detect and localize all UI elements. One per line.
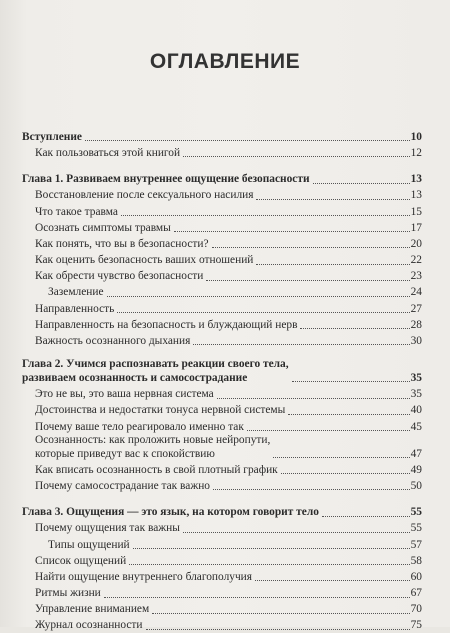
toc-entry-title-line: Осознанность: как проложить новые нейропути, — [35, 434, 271, 446]
toc-page-number: 30 — [410, 335, 422, 348]
toc-page-number: 35 — [410, 388, 422, 401]
toc-entry-title — [35, 434, 270, 461]
toc-entry-title: Вступление — [22, 130, 82, 143]
toc-page-number: 67 — [410, 587, 422, 600]
toc-entry — [22, 203, 422, 219]
toc-leader-dots — [256, 263, 409, 265]
toc-page-number: 70 — [410, 603, 422, 616]
toc-page-number: 60 — [410, 570, 422, 583]
toc-page-number: 57 — [410, 538, 422, 551]
toc-entry-title: Заземление — [48, 286, 104, 299]
table-of-contents — [22, 128, 422, 633]
toc-entry — [22, 284, 422, 300]
toc-entry — [22, 520, 422, 536]
toc-entry — [22, 477, 422, 493]
toc-entry-title: Как оценить безопасность ваших отношений — [35, 254, 254, 267]
toc-entry — [22, 617, 422, 633]
toc-page-number: 22 — [410, 254, 422, 267]
toc-entry — [22, 300, 422, 316]
toc-entry — [22, 219, 422, 235]
toc-entry-title-line: развиваем осознанность и самосострадание — [22, 371, 248, 384]
toc-page-number: 17 — [410, 221, 422, 234]
toc-entry-title: Это не вы, это ваша нервная система — [35, 388, 214, 401]
toc-entry-title: Управление вниманием — [35, 603, 150, 616]
toc-leader-dots — [85, 139, 410, 141]
toc-entry — [22, 536, 422, 552]
toc-page-number: 13 — [410, 173, 422, 186]
toc-page-number: 55 — [410, 506, 422, 519]
toc-page-number: 49 — [410, 463, 422, 476]
toc-leader-dots — [247, 429, 410, 431]
toc-entry — [22, 552, 422, 568]
toc-entry-title: Направленность на безопасность и блуждающий нерв — [35, 318, 298, 331]
toc-leader-dots — [129, 563, 409, 565]
toc-entry — [22, 251, 422, 267]
toc-page-number: 40 — [410, 404, 422, 417]
toc-entry — [22, 402, 422, 418]
toc-page-number: 75 — [410, 619, 422, 632]
toc-entry — [22, 170, 422, 186]
toc-leader-dots — [288, 413, 409, 415]
toc-page-number: 47 — [410, 447, 422, 460]
toc-page-number: 55 — [410, 522, 422, 535]
toc-page-number: 13 — [410, 189, 422, 202]
toc-leader-dots — [255, 579, 410, 581]
toc-entry — [22, 358, 422, 385]
toc-leader-dots — [133, 547, 410, 549]
toc-leader-dots — [217, 397, 410, 399]
toc-entry-title — [22, 358, 289, 385]
toc-leader-dots — [256, 198, 409, 200]
toc-entry — [22, 385, 422, 401]
toc-entry-title: Направленность — [35, 302, 115, 315]
toc-leader-dots — [183, 531, 410, 533]
toc-entry-title: Как понять, что вы в безопасности? — [35, 237, 209, 250]
toc-entry-title: Восстановление после сексуального насилия — [35, 189, 254, 202]
toc-entry — [22, 332, 422, 348]
toc-leader-dots — [273, 456, 409, 458]
toc-page-number: 50 — [410, 479, 422, 492]
toc-entry-title: Ритмы жизни — [35, 587, 101, 600]
toc-entry — [22, 268, 422, 284]
toc-leader-dots — [300, 327, 409, 329]
toc-page-number: 23 — [410, 270, 422, 283]
toc-entry-title: Достоинства и недостатки тонуса нервной системы — [35, 404, 286, 417]
toc-entry-title: Найти ощущение внутреннего благополучия — [35, 570, 253, 583]
toc-entry-title: Что такое травма — [35, 205, 118, 218]
toc-entry — [22, 461, 422, 477]
toc-entry — [22, 316, 422, 332]
toc-leader-dots — [322, 515, 410, 517]
toc-entry-title: Как пользоваться этой книгой — [35, 146, 181, 159]
toc-leader-dots — [174, 230, 410, 232]
toc-leader-dots — [213, 488, 410, 490]
toc-entry-title-line: Глава 2. Учимся распознавать реакции своего тела, — [22, 358, 289, 371]
toc-page-number: 24 — [410, 286, 422, 299]
toc-leader-dots — [292, 380, 410, 382]
toc-entry — [22, 128, 422, 144]
toc-entry — [22, 503, 422, 519]
toc-page-number: 28 — [410, 318, 422, 331]
toc-leader-dots — [152, 612, 409, 614]
toc-entry-title: Почему самосострадание так важно — [35, 479, 211, 492]
toc-leader-dots — [121, 214, 410, 216]
toc-leader-dots — [206, 279, 409, 281]
toc-entry — [22, 235, 422, 251]
toc-entry-title: Почему ощущения так важны — [35, 522, 180, 535]
toc-entry-title: Почему ваше тело реагировало именно так — [35, 420, 244, 433]
toc-leader-dots — [281, 472, 410, 474]
toc-entry — [22, 418, 422, 434]
toc-leader-dots — [107, 295, 410, 297]
toc-leader-dots — [117, 311, 409, 313]
page-title: ОГЛАВЛЕНИЕ — [149, 50, 301, 73]
toc-entry-title: Журнал осознанности — [35, 619, 143, 632]
toc-page-number: 58 — [410, 554, 422, 567]
toc-leader-dots — [146, 628, 410, 630]
toc-page-number: 45 — [410, 420, 422, 433]
toc-entry-title: Важность осознанного дыхания — [35, 335, 191, 348]
toc-entry-title-line: которые приведут вас к спокойствию — [35, 447, 215, 460]
toc-entry — [22, 144, 422, 160]
toc-entry — [22, 601, 422, 617]
toc-entry-title: Глава 1. Развиваем внутреннее ощущение безопасности — [22, 173, 310, 186]
toc-leader-dots — [212, 246, 410, 248]
toc-leader-dots — [183, 155, 410, 157]
toc-entry-title: Как вписать осознанность в свой плотный график — [35, 463, 278, 476]
toc-entry-title: Типы ощущений — [48, 538, 130, 551]
toc-page-number: 12 — [410, 146, 422, 159]
toc-entry-title: Осознать симптомы травмы — [35, 221, 171, 234]
toc-entry-title: Как обрести чувство безопасности — [35, 270, 204, 283]
toc-page-number: 35 — [410, 372, 422, 385]
toc-entry — [22, 568, 422, 584]
toc-leader-dots — [193, 343, 409, 345]
toc-page-number: 10 — [410, 130, 422, 143]
toc-leader-dots — [313, 182, 410, 184]
toc-page-number: 15 — [410, 205, 422, 218]
toc-entry — [22, 434, 422, 461]
toc-page-number: 20 — [410, 237, 422, 250]
toc-entry — [22, 584, 422, 600]
toc-page-number: 27 — [410, 302, 422, 315]
toc-entry — [22, 187, 422, 203]
toc-entry-title: Глава 3. Ощущения — это язык, на котором говорит тело — [22, 506, 319, 519]
toc-leader-dots — [104, 596, 410, 598]
toc-entry-title: Список ощущений — [35, 554, 127, 567]
